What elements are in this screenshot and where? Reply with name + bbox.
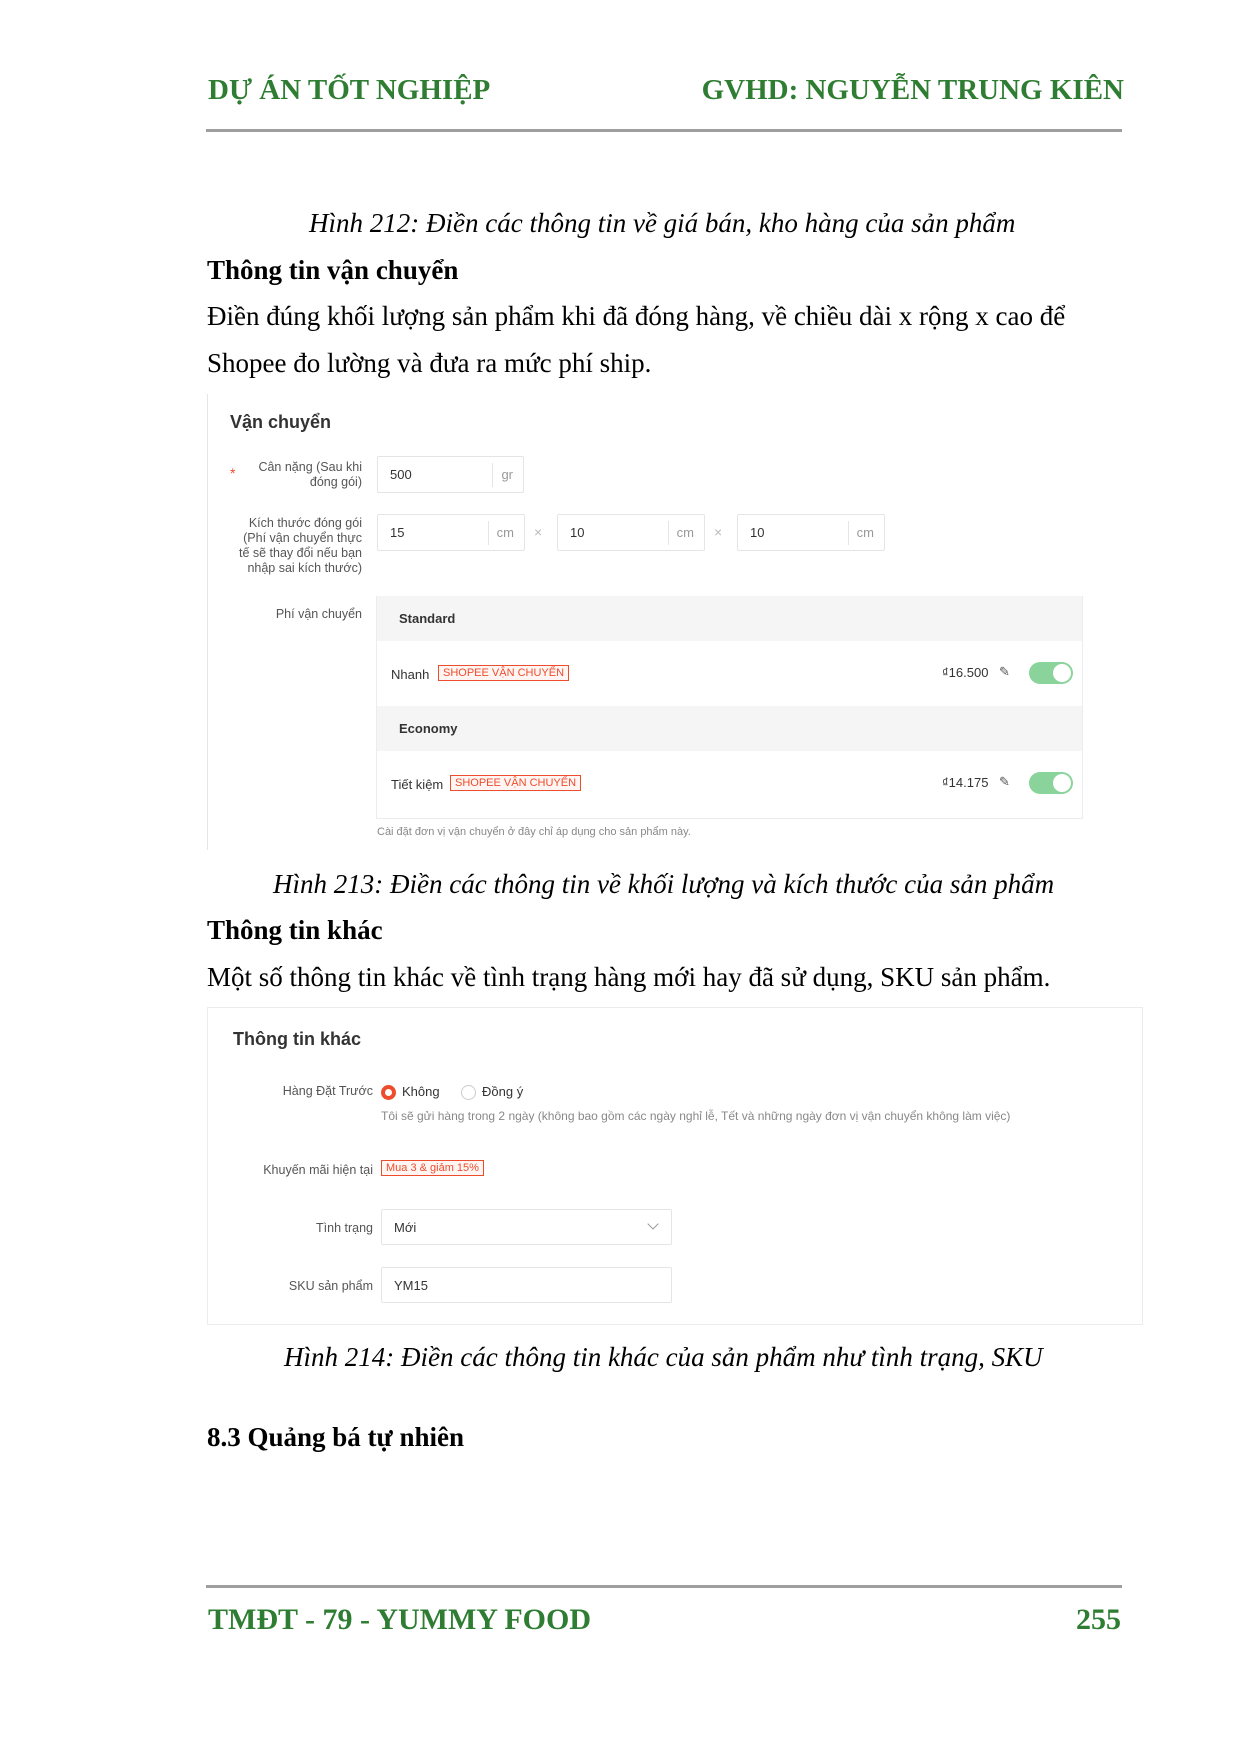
- times-icon: ×: [534, 524, 543, 540]
- shipping-heading: Thông tin vận chuyển: [207, 255, 459, 285]
- length-unit: cm: [488, 521, 524, 545]
- figure-212-caption: Hình 212: Điền các thông tin về giá bán, kho hàng của sản phẩm: [309, 208, 1016, 238]
- sku-input[interactable]: [381, 1267, 672, 1303]
- section-8-3-heading: 8.3 Quảng bá tự nhiên: [207, 1422, 465, 1452]
- footer-divider: [206, 1585, 1122, 1588]
- shipping-paragraph-line-2: Shopee đo lường và đưa ra mức phí ship.: [207, 348, 652, 378]
- shipping-toggle[interactable]: [1029, 772, 1073, 794]
- figure-213-caption: Hình 213: Điền các thông tin về khối lượng và kích thước của sản phẩm: [273, 869, 1055, 899]
- shipping-option-row: [377, 751, 1082, 816]
- length-value: 15: [390, 525, 405, 540]
- shipping-note: Cài đặt đơn vị vận chuyển ở đây chỉ áp dụng cho sản phẩm này.: [377, 826, 691, 838]
- shopee-shipping-tag: SHOPEE VẬN CHUYỂN: [450, 775, 581, 791]
- width-unit: cm: [668, 521, 704, 545]
- shipping-option-row: [377, 641, 1082, 706]
- pencil-icon[interactable]: ✎: [999, 774, 1010, 789]
- toggle-knob: [1053, 774, 1071, 792]
- other-info-paragraph: Một số thông tin khác về tình trạng hàng mới hay đã sử dụng, SKU sản phẩm.: [207, 962, 1051, 992]
- preorder-note: Tôi sẽ gửi hàng trong 2 ngày (không bao gồm các ngày nghỉ lễ, Tết và những ngày đơn vị vận chuyển không làm việc): [381, 1109, 1011, 1123]
- length-input[interactable]: [377, 514, 525, 551]
- preorder-option-yes[interactable]: Đồng ý: [482, 1084, 524, 1099]
- other-panel-title: Thông tin khác: [233, 1029, 361, 1049]
- preorder-radio-no[interactable]: [381, 1085, 396, 1100]
- weight-unit: gr: [492, 463, 523, 487]
- sku-value: YM15: [394, 1278, 428, 1293]
- option-name: Tiết kiệm: [391, 777, 444, 792]
- shipping-fee-label: Phí vận chuyển: [275, 607, 362, 621]
- width-input[interactable]: [557, 514, 705, 551]
- shipping-group-economy: [377, 706, 1082, 751]
- pencil-icon[interactable]: ✎: [999, 664, 1010, 679]
- shipping-options-box: [376, 596, 1083, 819]
- shipping-paragraph-line-1: Điền đúng khối lượng sản phẩm khi đã đóng hàng, về chiều dài x rộng x cao để: [207, 301, 1066, 331]
- promotion-tag: Mua 3 & giảm 15%: [381, 1160, 484, 1176]
- weight-label: Cân nặng (Sau khi đóng gói): [258, 460, 362, 489]
- promotion-label: Khuyến mãi hiện tại: [263, 1163, 373, 1177]
- weight-value: 500: [390, 467, 412, 482]
- header-project-title: DỰ ÁN TỐT NGHIỆP: [208, 74, 491, 106]
- package-size-label: Kích thước đóng gói (Phí vận chuyển thực tế sẽ thay đổi nếu bạn nhập sai kích thước): [238, 516, 362, 575]
- toggle-knob: [1053, 664, 1071, 682]
- height-input[interactable]: [737, 514, 885, 551]
- condition-label: Tình trạng: [316, 1221, 373, 1235]
- other-info-heading: Thông tin khác: [207, 915, 383, 945]
- chevron-down-icon: [647, 1218, 658, 1229]
- group-name: Standard: [399, 611, 456, 626]
- times-icon: ×: [714, 524, 723, 540]
- shipping-settings-screenshot: [207, 394, 1089, 850]
- condition-select[interactable]: [381, 1209, 672, 1245]
- width-value: 10: [570, 525, 585, 540]
- preorder-radio-yes[interactable]: [461, 1085, 476, 1100]
- height-value: 10: [750, 525, 765, 540]
- preorder-option-no[interactable]: Không: [402, 1084, 440, 1099]
- condition-value: Mới: [394, 1220, 417, 1235]
- shipping-group-standard: [377, 596, 1082, 641]
- shipping-toggle[interactable]: [1029, 662, 1073, 684]
- figure-214-caption: Hình 214: Điền các thông tin khác của sản phẩm như tình trạng, SKU: [284, 1342, 1043, 1372]
- other-info-screenshot: [207, 1007, 1143, 1325]
- sku-label: SKU sản phẩm: [288, 1279, 373, 1293]
- shipping-price: ₫16.500: [942, 665, 989, 680]
- height-unit: cm: [848, 521, 884, 545]
- group-name: Economy: [399, 721, 458, 736]
- shipping-panel-title: Vận chuyển: [230, 412, 332, 432]
- header-divider: [206, 129, 1122, 132]
- option-name: Nhanh: [391, 667, 430, 682]
- weight-input[interactable]: [377, 456, 524, 493]
- required-mark: *: [230, 465, 236, 481]
- header-supervisor: GVHD: NGUYỄN TRUNG KIÊN: [701, 74, 1124, 106]
- shipping-price: ₫14.175: [942, 775, 989, 790]
- preorder-label: Hàng Đặt Trước: [282, 1084, 373, 1098]
- footer-project-name: TMĐT - 79 - YUMMY FOOD: [208, 1603, 591, 1636]
- page-number: 255: [1076, 1603, 1121, 1636]
- shopee-shipping-tag: SHOPEE VẬN CHUYỂN: [438, 665, 569, 681]
